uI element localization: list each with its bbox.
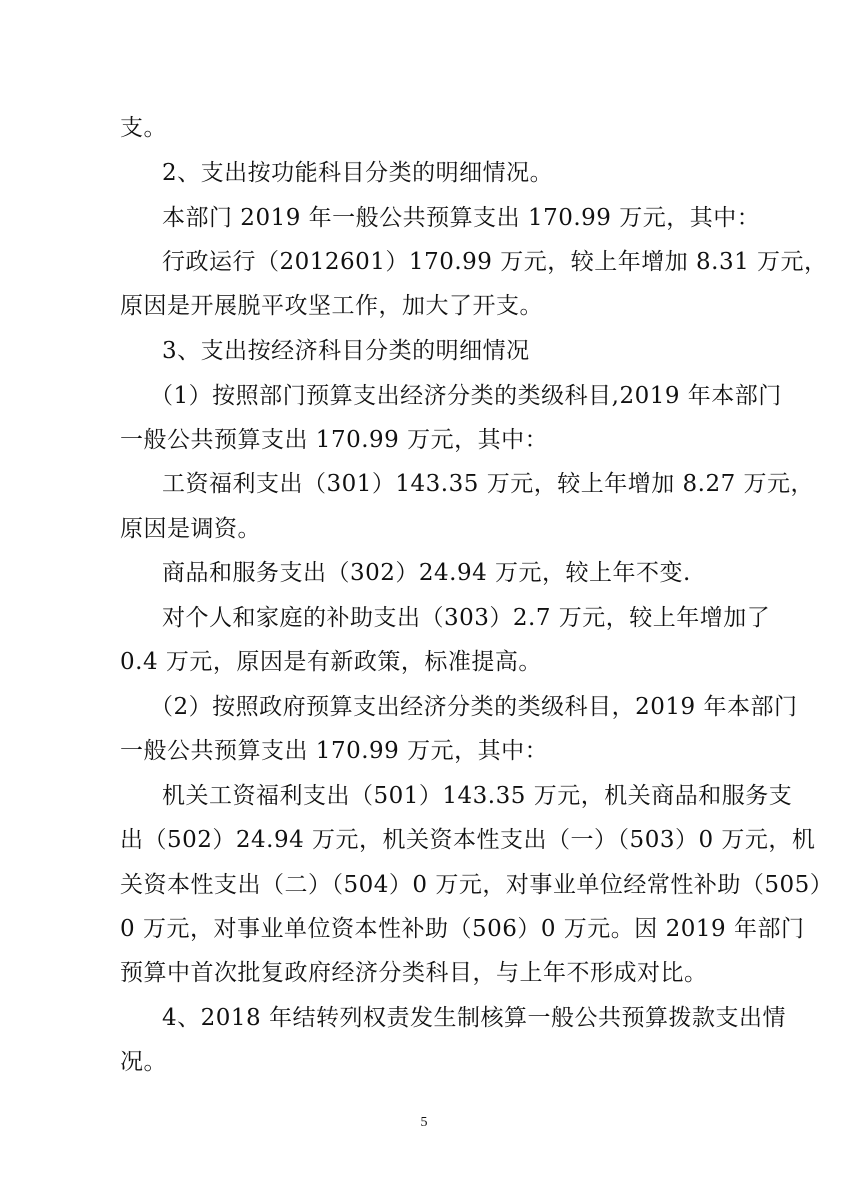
text-line-22: 况。	[120, 1049, 167, 1075]
text-line-4: 行政运行（2012601）170.99 万元，较上年增加 8.31 万元，	[162, 249, 828, 275]
section-3-heading: 3、支出按经济科目分类的明细情况	[162, 338, 530, 364]
text-line-15: 一般公共预算支出 170.99 万元，其中：	[120, 738, 549, 764]
text-line-3: 本部门 2019 年一般公共预算支出 170.99 万元，其中：	[162, 205, 761, 231]
text-line-16: 机关工资福利支出（501）143.35 万元，机关商品和服务支	[162, 783, 793, 809]
subsection-2-heading: （2）按照政府预算支出经济分类的类级科目，2019 年本部门	[150, 694, 798, 720]
text-line-17: 出（502）24.94 万元，机关资本性支出（一）（503）0 万元，机	[120, 827, 816, 853]
subsection-1-heading: （1）按照部门预算支出经济分类的类级科目,2019 年本部门	[150, 383, 782, 409]
text-line-11: 商品和服务支出（302）24.94 万元，较上年不变.	[162, 560, 691, 586]
section-4-heading: 4、2018 年结转列权责发生制核算一般公共预算拨款支出情	[162, 1005, 786, 1031]
text-line-19: 0 万元，对事业单位资本性补助（506）0 万元。因 2019 年部门	[120, 916, 805, 942]
text-line-8: 一般公共预算支出 170.99 万元，其中：	[120, 427, 549, 453]
text-line-13: 0.4 万元，原因是有新政策，标准提高。	[120, 649, 542, 675]
text-line-1: 支。	[120, 115, 167, 141]
text-line-12: 对个人和家庭的补助支出（303）2.7 万元，较上年增加了	[162, 605, 771, 631]
page-number: 5	[420, 1115, 428, 1130]
section-2-heading: 2、支出按功能科目分类的明细情况。	[162, 160, 554, 186]
text-line-20: 预算中首次批复政府经济分类科目，与上年不形成对比。	[120, 960, 708, 986]
text-line-10: 原因是调资。	[120, 516, 261, 542]
text-line-18: 关资本性支出（二）（504）0 万元，对事业单位经常性补助（505）	[120, 872, 834, 898]
text-line-9: 工资福利支出（301）143.35 万元，较上年增加 8.27 万元，	[162, 471, 815, 497]
text-line-5: 原因是开展脱平攻坚工作，加大了开支。	[120, 293, 543, 319]
